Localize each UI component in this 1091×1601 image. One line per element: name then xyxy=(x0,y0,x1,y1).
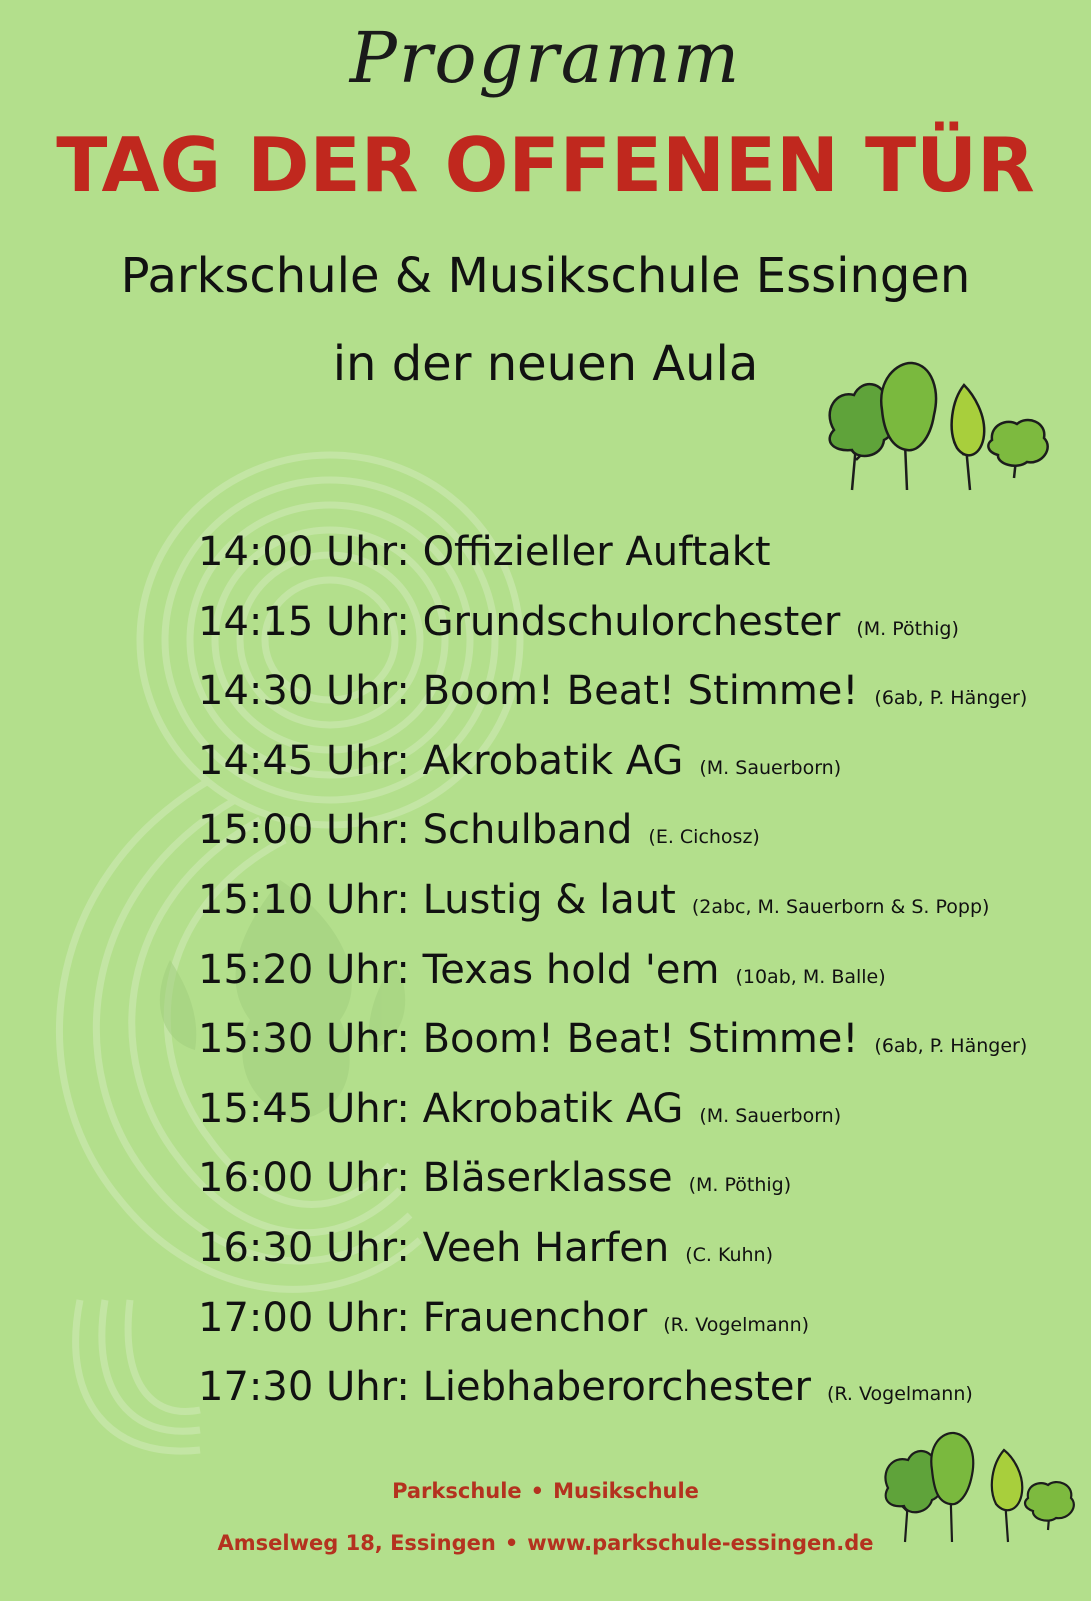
footer-separator: • xyxy=(530,1479,545,1503)
schedule-time: 16:30 Uhr: xyxy=(198,1224,410,1271)
schedule-title: Liebhaberorchester xyxy=(422,1364,811,1411)
schedule-title: Boom! Beat! Stimme! xyxy=(422,1016,859,1063)
footer-school-musikschule: Musikschule xyxy=(553,1479,699,1503)
schedule-note: (R. Vogelmann) xyxy=(663,1313,810,1336)
schedule-list xyxy=(198,518,1078,1423)
schedule-note: (M. Sauerborn) xyxy=(699,1104,842,1127)
footer-separator: • xyxy=(504,1531,519,1555)
schedule-item xyxy=(198,1075,1078,1145)
schedule-item xyxy=(198,657,1078,727)
schedule-note: (R. Vogelmann) xyxy=(826,1383,973,1406)
footer-school-parkschule: Parkschule xyxy=(392,1479,522,1503)
schedule-note: (M. Pöthig) xyxy=(856,617,959,640)
schedule-note: (6ab, P. Hänger) xyxy=(874,1035,1028,1058)
schedule-item xyxy=(198,1353,1078,1423)
programm-heading: Programm xyxy=(349,17,742,99)
schedule-item xyxy=(198,1005,1078,1075)
schedule-item xyxy=(198,518,1078,588)
schedule-item xyxy=(198,1144,1078,1214)
schedule-item xyxy=(198,796,1078,866)
footer-schools xyxy=(0,1477,1091,1505)
schedule-note: (C. Kuhn) xyxy=(685,1243,773,1266)
footer-contact xyxy=(0,1529,1091,1557)
schedule-time: 16:00 Uhr: xyxy=(198,1155,410,1202)
schedule-item xyxy=(198,588,1078,658)
schedule-item xyxy=(198,866,1078,936)
footer-website: www.parkschule-essingen.de xyxy=(527,1531,874,1555)
schedule-time: 17:30 Uhr: xyxy=(198,1364,410,1411)
schedule-time: 15:20 Uhr: xyxy=(198,946,410,993)
schedule-title: Frauenchor xyxy=(422,1294,648,1341)
schedule-item xyxy=(198,1284,1078,1354)
footer-address: Amselweg 18, Essingen xyxy=(217,1531,496,1555)
schedule-title: Boom! Beat! Stimme! xyxy=(422,668,859,715)
event-title: TAG DER OFFENEN TÜR xyxy=(56,121,1035,209)
schedule-item xyxy=(198,727,1078,797)
schedule-note: (M. Pöthig) xyxy=(688,1174,792,1197)
schedule-time: 15:45 Uhr: xyxy=(198,1085,410,1132)
schedule-note: (6ab, P. Hänger) xyxy=(874,687,1028,710)
schedule-title: Akrobatik AG xyxy=(422,737,684,784)
schedule-time: 14:30 Uhr: xyxy=(198,668,410,715)
schedule-time: 15:30 Uhr: xyxy=(198,1016,410,1063)
schedule-title: Bläserklasse xyxy=(422,1155,673,1202)
schedule-time: 14:15 Uhr: xyxy=(198,598,410,645)
schedule-title: Offizieller Auftakt xyxy=(422,529,771,575)
schedule-item xyxy=(198,1214,1078,1284)
schools-subtitle: Parkschule & Musikschule Essingen xyxy=(120,248,971,304)
schedule-title: Grundschulorchester xyxy=(422,598,841,645)
schedule-title: Lustig & laut xyxy=(422,876,676,923)
schedule-note: (10ab, M. Balle) xyxy=(735,965,886,988)
schedule-note: (M. Sauerborn) xyxy=(699,756,842,779)
trees-top-icon xyxy=(822,360,1072,495)
schedule-title: Akrobatik AG xyxy=(422,1085,684,1132)
schedule-item xyxy=(198,936,1078,1006)
schedule-time: 15:10 Uhr: xyxy=(198,876,410,923)
schedule-time: 17:00 Uhr: xyxy=(198,1294,410,1341)
schedule-time: 14:45 Uhr: xyxy=(198,737,410,784)
schedule-title: Veeh Harfen xyxy=(422,1224,670,1271)
schedule-time: 14:00 Uhr: xyxy=(198,529,410,575)
schedule-title: Texas hold 'em xyxy=(422,946,720,993)
schedule-note: (E. Cichosz) xyxy=(648,826,760,849)
location-subtitle: in der neuen Aula xyxy=(332,336,759,392)
schedule-time: 15:00 Uhr: xyxy=(198,807,410,854)
schedule-note: (2abc, M. Sauerborn & S. Popp) xyxy=(691,895,990,918)
schedule-title: Schulband xyxy=(422,807,633,854)
